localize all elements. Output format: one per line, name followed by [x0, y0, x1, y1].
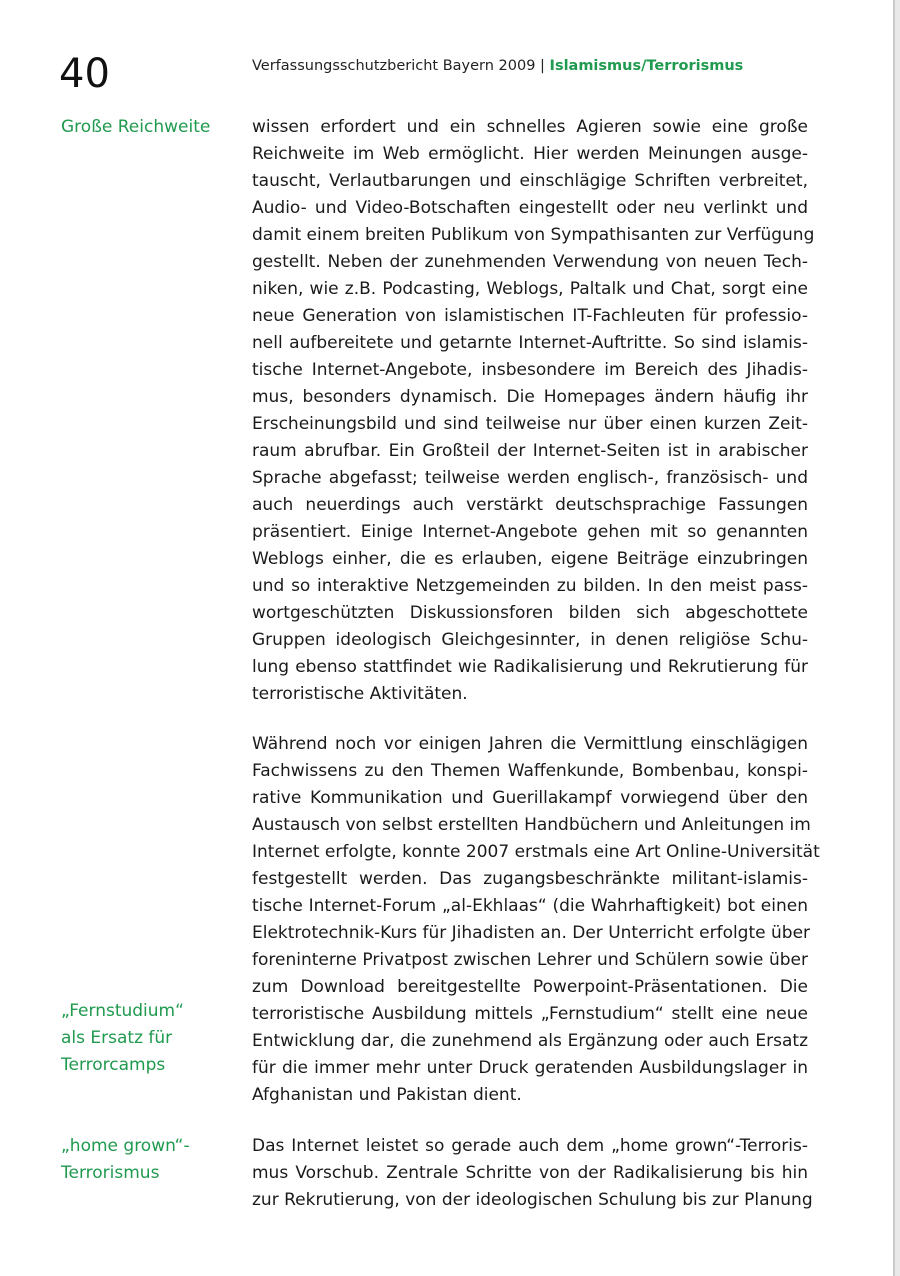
- text-line: niken, wie z.B. Podcasting, Weblogs, Paltalk und Chat, sorgt eine: [252, 279, 808, 299]
- text-line: damit einem breiten Publikum von Sympathisanten zur Verfügung: [252, 225, 815, 245]
- page-edge-rule: [893, 0, 900, 1276]
- paragraph-3: [252, 1133, 813, 1214]
- text-line: raum abrufbar. Ein Großteil der Internet-Seiten ist in arabischer: [252, 441, 808, 461]
- text-line: auch neuerdings auch verstärkt deutschsprachige Fassungen: [252, 495, 808, 515]
- text-line: neue Generation von islamistischen IT-Fachleuten für professio-: [252, 306, 808, 326]
- text-line: Afghanistan und Pakistan dient.: [252, 1085, 522, 1105]
- margin-note-reichweite: [61, 114, 246, 141]
- text-line: Weblogs einher, die es erlauben, eigene Beiträge einzubringen: [252, 549, 808, 569]
- paragraph-2: [252, 731, 820, 1109]
- section-title: Islamismus/Terrorismus: [549, 58, 744, 74]
- text-line: Audio- und Video-Botschaften eingestellt oder neu verlinkt und: [252, 198, 808, 218]
- text-line: Sprache abgefasst; teilweise werden englisch-, französisch- und: [252, 468, 808, 488]
- text-line: und so interaktive Netzgemeinden zu bilden. In den meist pass-: [252, 576, 808, 596]
- text-line: Reichweite im Web ermöglicht. Hier werden Meinungen ausge-: [252, 144, 808, 164]
- text-line: foreninterne Privatpost zwischen Lehrer und Schülern sowie über: [252, 950, 808, 970]
- text-line: Erscheinungsbild und sind teilweise nur über einen kurzen Zeit-: [252, 414, 808, 434]
- text-line: Austausch von selbst erstellten Handbüchern und Anleitungen im: [252, 815, 811, 835]
- text-line: für die immer mehr unter Druck geratenden Ausbildungslager in: [252, 1058, 808, 1078]
- text-line: wissen erfordert und ein schnelles Agieren sowie eine große: [252, 117, 808, 137]
- text-line: als Ersatz für: [61, 1028, 173, 1048]
- text-line: Große Reichweite: [61, 117, 211, 137]
- text-line: mus Vorschub. Zentrale Schritte von der Radikalisierung bis hin: [252, 1163, 808, 1183]
- text-line: Terrorcamps: [61, 1055, 166, 1075]
- text-line: tische Internet-Angebote, insbesondere im Bereich des Jihadis-: [252, 360, 808, 380]
- text-line: Das Internet leistet so gerade auch dem „home grown“-Terroris-: [252, 1136, 808, 1156]
- running-header: [252, 57, 743, 75]
- text-line: terroristische Aktivitäten.: [252, 684, 468, 704]
- paragraph-1: [252, 114, 815, 708]
- text-line: Während noch vor einigen Jahren die Vermittlung einschlägigen: [252, 734, 808, 754]
- text-line: nell aufbereitete und getarnte Internet-Auftritte. So sind islamis-: [252, 333, 808, 353]
- text-line: tauscht, Verlautbarungen und einschlägige Schriften verbreitet,: [252, 171, 808, 191]
- text-line: „home grown“-: [61, 1136, 190, 1156]
- text-line: zum Download bereitgestellte Powerpoint-Präsentationen. Die: [252, 977, 808, 997]
- text-line: mus, besonders dynamisch. Die Homepages ändern häufig ihr: [252, 387, 808, 407]
- header-separator: |: [535, 58, 550, 74]
- text-line: Gruppen ideologisch Gleichgesinnter, in denen religiöse Schu-: [252, 630, 808, 650]
- text-line: „Fernstudium“: [61, 1001, 184, 1021]
- text-line: Elektrotechnik-Kurs für Jihadisten an. Der Unterricht erfolgte über: [252, 923, 811, 943]
- page-number: 40: [59, 51, 110, 97]
- text-line: Entwicklung dar, die zunehmend als Ergänzung oder auch Ersatz: [252, 1031, 808, 1051]
- text-line: Terrorismus: [61, 1163, 160, 1183]
- text-line: terroristische Ausbildung mittels „Fernstudium“ stellt eine neue: [252, 1004, 808, 1024]
- margin-note-fernstudium: [61, 998, 246, 1079]
- text-line: Internet erfolgte, konnte 2007 erstmals eine Art Online-Universität: [252, 842, 820, 862]
- text-line: gestellt. Neben der zunehmenden Verwendung von neuen Tech-: [252, 252, 808, 272]
- text-line: rative Kommunikation und Guerillakampf vorwiegend über den: [252, 788, 808, 808]
- text-line: festgestellt werden. Das zugangsbeschränkte militant-islamis-: [252, 869, 808, 889]
- text-line: präsentiert. Einige Internet-Angebote gehen mit so genannten: [252, 522, 808, 542]
- text-line: lung ebenso stattfindet wie Radikalisierung und Rekrutierung für: [252, 657, 808, 677]
- report-title: Verfassungsschutzbericht Bayern 2009: [252, 58, 536, 74]
- text-line: wortgeschützten Diskussionsforen bilden sich abgeschottete: [252, 603, 808, 623]
- text-line: zur Rekrutierung, von der ideologischen Schulung bis zur Planung: [252, 1190, 813, 1210]
- margin-note-home-grown: [61, 1133, 246, 1187]
- text-line: tische Internet-Forum „al-Ekhlaas“ (die Wahrhaftigkeit) bot einen: [252, 896, 808, 916]
- text-line: Fachwissens zu den Themen Waffenkunde, Bombenbau, konspi-: [252, 761, 808, 781]
